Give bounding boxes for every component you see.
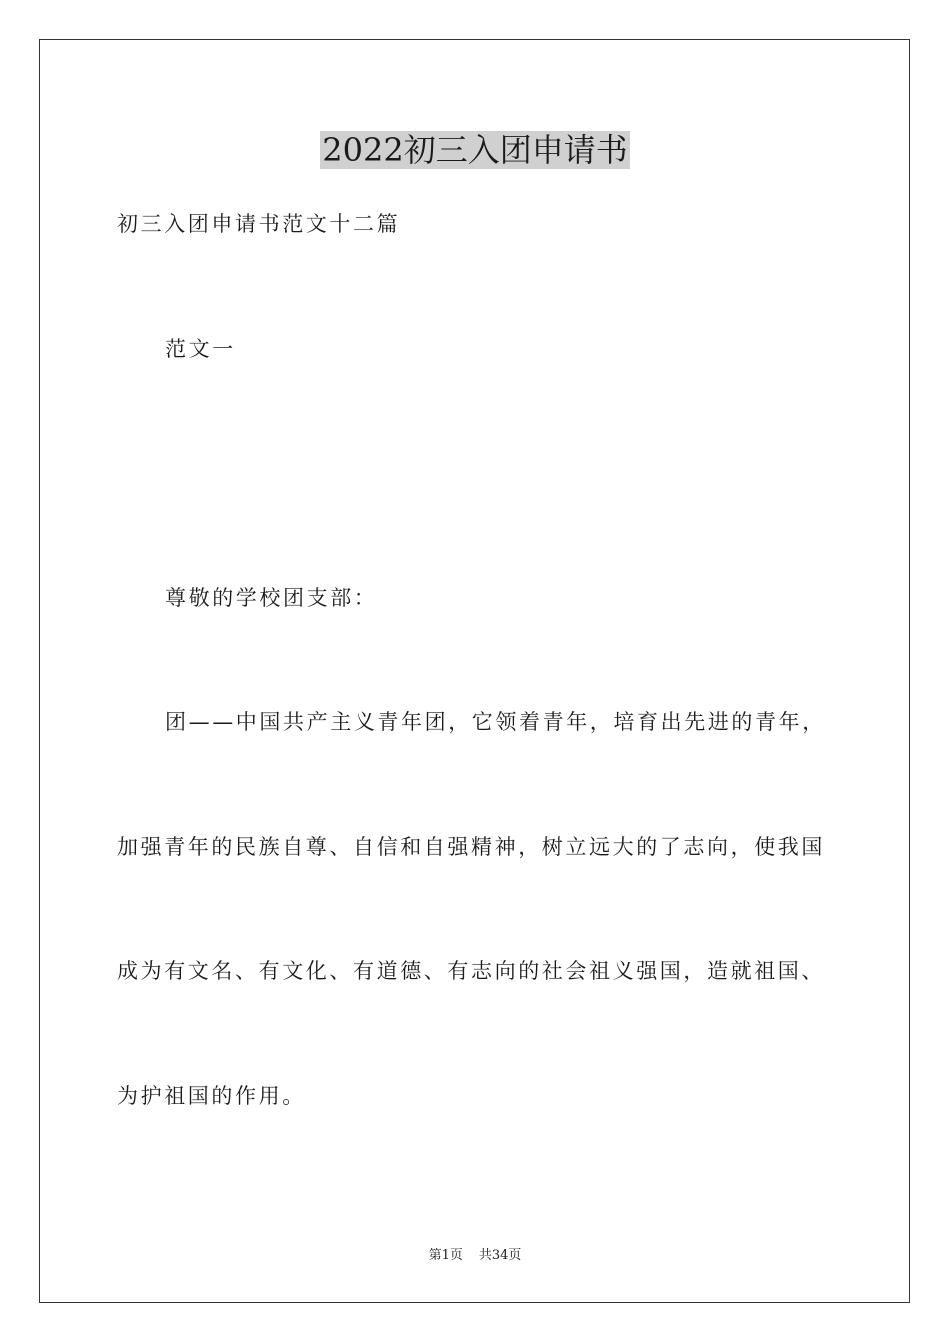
section-label: 范文一 — [165, 337, 236, 361]
salutation: 尊敬的学校团支部： — [165, 586, 378, 610]
body-line: 团——中国共产主义青年团，它领着青年，培育出先进的青年， — [165, 710, 826, 734]
document-subtitle: 初三入团申请书范文十二篇 — [117, 212, 401, 236]
page-number-current: 第1页 — [428, 1248, 463, 1263]
page-footer — [0, 1246, 950, 1266]
document-title — [0, 128, 950, 172]
body-line: 加强青年的民族自尊、自信和自强精神，树立远大的了志向，使我国 — [117, 835, 825, 859]
document-title-text: 2022初三入团申请书 — [322, 131, 628, 169]
body-line: 成为有文名、有文化、有道德、有志向的社会祖义强国，造就祖国、 — [117, 959, 825, 983]
page-number-total: 共34页 — [478, 1248, 522, 1263]
body-line: 为护祖国的作用。 — [117, 1084, 306, 1108]
